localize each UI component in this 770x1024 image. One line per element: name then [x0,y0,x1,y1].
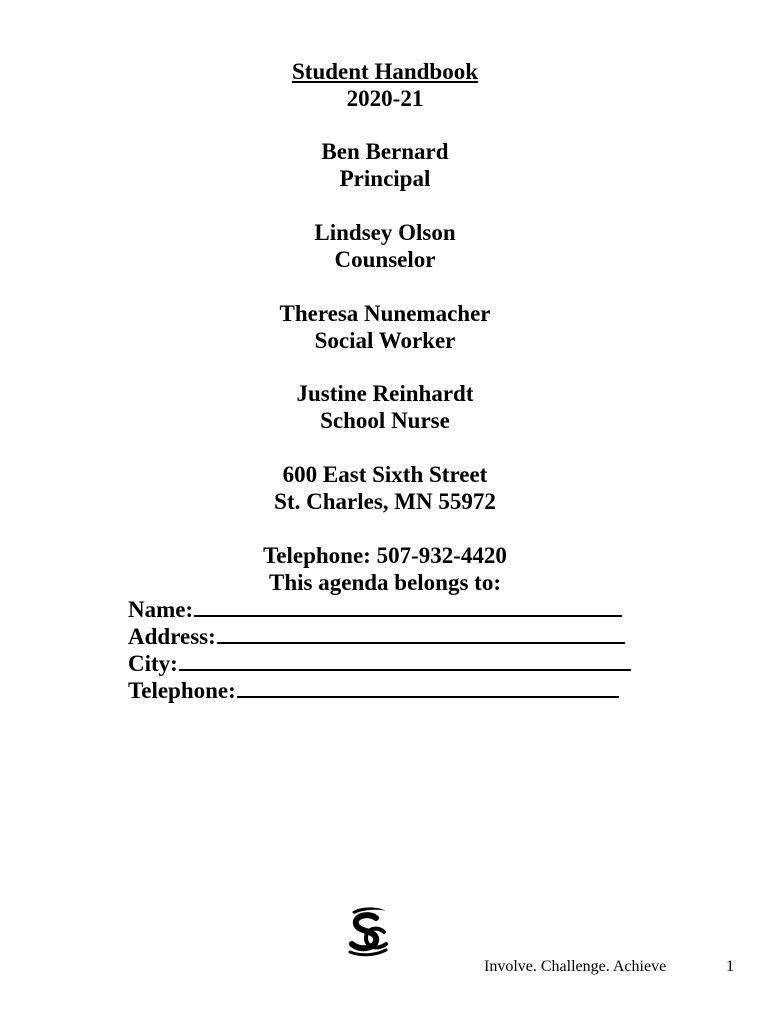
staff-role: Social Worker [314,328,456,353]
staff-name: Ben Bernard [321,139,449,164]
staff-name: Lindsey Olson [314,220,456,245]
staff-role: School Nurse [320,408,450,433]
staff-role: Counselor [334,247,436,272]
telephone-field-row [128,677,631,704]
contact-block [0,542,770,596]
staff-name: Justine Reinhardt [296,381,474,406]
staff-social-worker [0,300,770,354]
street-address: 600 East Sixth Street [282,462,488,487]
handbook-title-block [0,58,770,112]
address-label: Address: [128,624,216,649]
page-number: 1 [726,958,734,975]
page-title: Student Handbook [292,59,478,84]
school-address [0,461,770,515]
sc-monogram-logo-icon [342,902,394,958]
address-field[interactable] [217,623,625,644]
telephone-field[interactable] [237,677,619,698]
name-label: Name: [128,597,194,622]
belongs-to-label: This agenda belongs to: [269,570,501,595]
school-telephone: Telephone: 507-932-4420 [263,543,507,568]
telephone-label: Telephone: [128,678,236,703]
owner-info-form [128,596,631,704]
city-state-zip: St. Charles, MN 55972 [274,489,496,514]
city-label: City: [128,651,178,676]
school-motto: Involve. Challenge. Achieve [484,958,667,975]
staff-name: Theresa Nunemacher [279,301,491,326]
staff-school-nurse [0,380,770,434]
city-field[interactable] [179,650,631,671]
staff-principal [0,138,770,192]
name-field-row [128,596,631,623]
school-year: 2020-21 [346,86,424,111]
staff-role: Principal [339,166,431,191]
address-field-row [128,623,631,650]
staff-counselor [0,219,770,273]
city-field-row [128,650,631,677]
name-field[interactable] [194,596,622,617]
